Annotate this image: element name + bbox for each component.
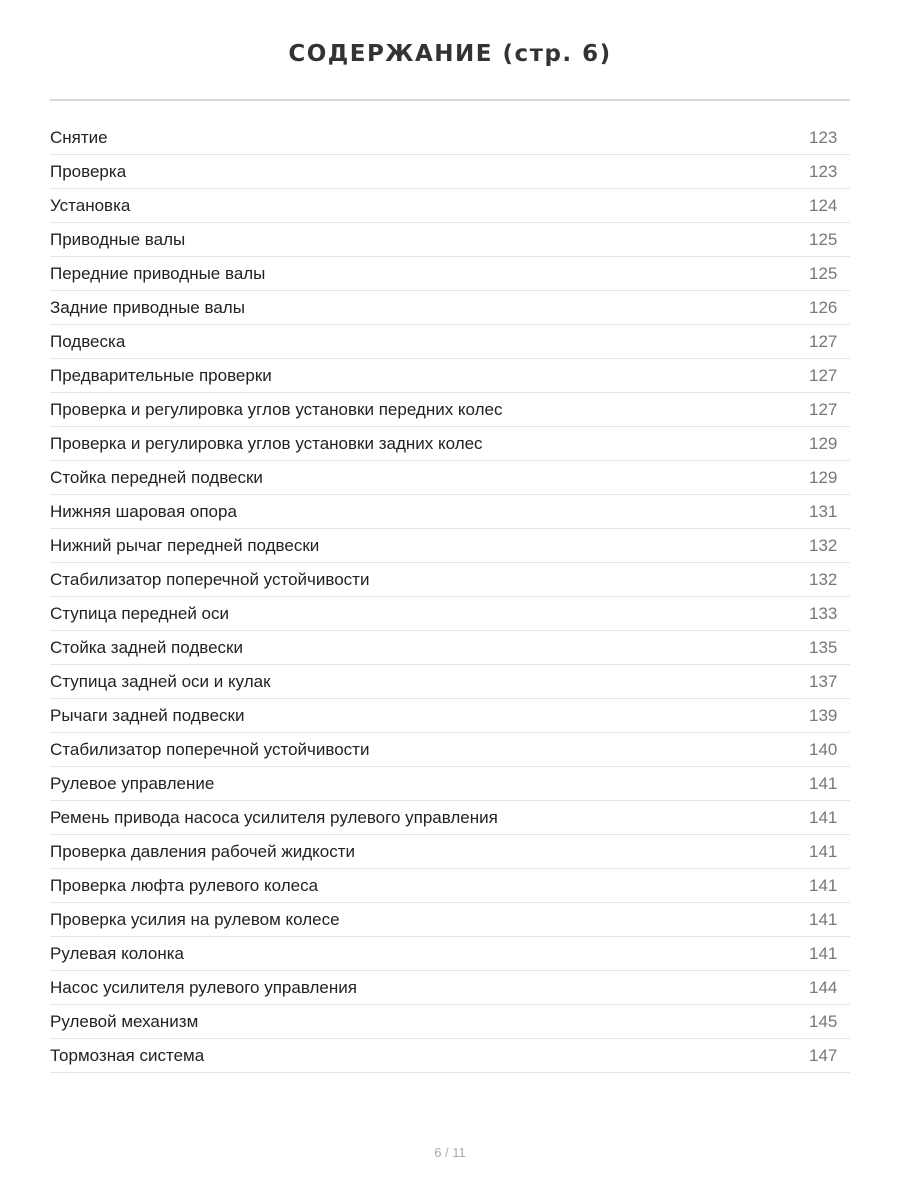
toc-entry-page-number: 133 — [809, 604, 838, 623]
toc-entry[interactable] — [50, 393, 850, 427]
toc-entry-title: Проверка и регулировка углов установки передних колес — [50, 400, 503, 419]
toc-entry[interactable] — [50, 835, 850, 869]
toc-entry-page-number: 140 — [809, 740, 838, 759]
toc-entry-title: Ремень привода насоса усилителя рулевого управления — [50, 808, 498, 827]
toc-entry-title: Установка — [50, 196, 131, 215]
toc-entry-title: Ступица передней оси — [50, 604, 229, 623]
toc-entry-page-number: 141 — [809, 774, 838, 793]
toc-entry[interactable] — [50, 155, 850, 189]
toc-entry-title: Нижняя шаровая опора — [50, 502, 237, 521]
toc-entry[interactable] — [50, 223, 850, 257]
toc-entry[interactable] — [50, 767, 850, 801]
toc-entry-title: Рулевой механизм — [50, 1012, 199, 1031]
page-counter: 6 / 11 — [434, 1145, 466, 1160]
toc-entry[interactable] — [50, 1005, 850, 1039]
toc-entry-title: Стойка передней подвески — [50, 468, 263, 487]
toc-entry-title: Подвеска — [50, 332, 126, 351]
toc-entry[interactable] — [50, 1039, 850, 1073]
toc-entry-page-number: 141 — [809, 808, 838, 827]
toc-entry-title: Приводные валы — [50, 230, 186, 249]
toc-entry-page-number: 126 — [809, 298, 838, 317]
toc-entry-title: Проверка давления рабочей жидкости — [50, 842, 355, 861]
toc-entry-page-number: 144 — [809, 978, 838, 997]
toc-entry[interactable] — [50, 665, 850, 699]
toc-entry-page-number: 141 — [809, 910, 838, 929]
toc-entry-page-number: 145 — [809, 1012, 838, 1031]
toc-entry-page-number: 125 — [809, 264, 838, 283]
toc-entry-page-number: 127 — [809, 366, 838, 385]
toc-entry[interactable] — [50, 937, 850, 971]
toc-entry-page-number: 131 — [809, 502, 838, 521]
toc-entry-title: Проверка люфта рулевого колеса — [50, 876, 319, 895]
toc-entry-page-number: 141 — [809, 876, 838, 895]
toc-entry[interactable] — [50, 359, 850, 393]
toc-entry-page-number: 132 — [809, 536, 838, 555]
toc-entry-title: Тормозная система — [50, 1046, 205, 1065]
title-divider — [50, 99, 850, 101]
toc-entry-title: Рычаги задней подвески — [50, 706, 245, 725]
toc-entry[interactable] — [50, 121, 850, 155]
toc-entry-title: Стабилизатор поперечной устойчивости — [50, 570, 370, 589]
toc-entry[interactable] — [50, 631, 850, 665]
toc-entry-page-number: 135 — [809, 638, 838, 657]
toc-entry-title: Стабилизатор поперечной устойчивости — [50, 740, 370, 759]
toc-entry-page-number: 123 — [809, 162, 838, 181]
toc-entry-title: Задние приводные валы — [50, 298, 245, 317]
toc-entry[interactable] — [50, 291, 850, 325]
page-title: СОДЕРЖАНИЕ (стр. 6) — [288, 41, 612, 67]
toc-entry[interactable] — [50, 495, 850, 529]
toc-entry-page-number: 127 — [809, 400, 838, 419]
toc-entry-title: Рулевое управление — [50, 774, 215, 793]
toc-entry[interactable] — [50, 257, 850, 291]
toc-entry-page-number: 141 — [809, 842, 838, 861]
toc-entry-page-number: 139 — [809, 706, 838, 725]
toc-entry-title: Ступица задней оси и кулак — [50, 672, 271, 691]
toc-entry-page-number: 127 — [809, 332, 838, 351]
toc-entry[interactable] — [50, 801, 850, 835]
toc-entry[interactable] — [50, 325, 850, 359]
toc-entry-page-number: 124 — [809, 196, 838, 215]
toc-entry[interactable] — [50, 563, 850, 597]
toc-entry-title: Рулевая колонка — [50, 944, 184, 963]
toc-entry-title: Предварительные проверки — [50, 366, 272, 385]
toc-entry[interactable] — [50, 699, 850, 733]
toc-entry[interactable] — [50, 427, 850, 461]
toc-entry[interactable] — [50, 869, 850, 903]
toc-entry-title: Нижний рычаг передней подвески — [50, 536, 320, 555]
toc-entry-page-number: 129 — [809, 468, 838, 487]
toc-entry[interactable] — [50, 461, 850, 495]
toc-entry-page-number: 123 — [809, 128, 838, 147]
toc-entry[interactable] — [50, 597, 850, 631]
toc-entry[interactable] — [50, 733, 850, 767]
toc-list — [50, 121, 850, 1073]
toc-entry[interactable] — [50, 189, 850, 223]
toc-entry-page-number: 132 — [809, 570, 838, 589]
toc-entry-title: Проверка — [50, 162, 127, 181]
toc-entry-title: Стойка задней подвески — [50, 638, 243, 657]
toc-entry-title: Снятие — [50, 128, 108, 147]
toc-entry-page-number: 125 — [809, 230, 838, 249]
toc-entry[interactable] — [50, 529, 850, 563]
toc-entry-page-number: 129 — [809, 434, 838, 453]
toc-entry-page-number: 147 — [809, 1046, 838, 1065]
toc-entry-title: Передние приводные валы — [50, 264, 266, 283]
toc-entry-title: Насос усилителя рулевого управления — [50, 978, 357, 997]
toc-entry-title: Проверка и регулировка углов установки задних колес — [50, 434, 483, 453]
toc-entry[interactable] — [50, 903, 850, 937]
toc-entry[interactable] — [50, 971, 850, 1005]
toc-entry-page-number: 137 — [809, 672, 838, 691]
toc-entry-title: Проверка усилия на рулевом колесе — [50, 910, 340, 929]
toc-entry-page-number: 141 — [809, 944, 838, 963]
